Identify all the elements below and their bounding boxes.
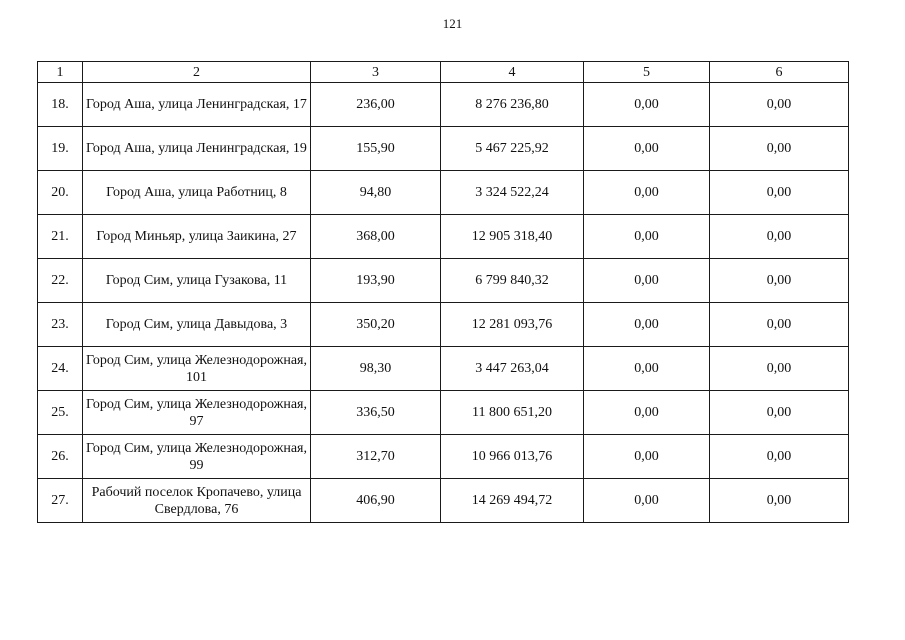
row-area: 312,70 bbox=[311, 435, 441, 479]
row-number: 25. bbox=[38, 391, 83, 435]
page-number: 121 bbox=[442, 16, 463, 31]
table-row bbox=[38, 259, 849, 303]
table-body bbox=[38, 83, 849, 523]
row-col5: 0,00 bbox=[584, 127, 710, 171]
row-area: 236,00 bbox=[311, 83, 441, 127]
row-area: 336,50 bbox=[311, 391, 441, 435]
table-row bbox=[38, 171, 849, 215]
header-col-4: 4 bbox=[441, 62, 584, 83]
row-number: 21. bbox=[38, 215, 83, 259]
header-row bbox=[38, 62, 849, 83]
row-col5: 0,00 bbox=[584, 215, 710, 259]
table-row bbox=[38, 215, 849, 259]
row-number: 24. bbox=[38, 347, 83, 391]
row-number: 18. bbox=[38, 83, 83, 127]
row-area: 98,30 bbox=[311, 347, 441, 391]
row-cost: 10 966 013,76 bbox=[441, 435, 584, 479]
table-row bbox=[38, 435, 849, 479]
row-address: Город Сим, улица Железнодорожная, 101 bbox=[83, 347, 311, 391]
row-cost: 3 324 522,24 bbox=[441, 171, 584, 215]
row-col5: 0,00 bbox=[584, 347, 710, 391]
row-col6: 0,00 bbox=[710, 479, 849, 523]
row-col6: 0,00 bbox=[710, 391, 849, 435]
row-col6: 0,00 bbox=[710, 171, 849, 215]
row-number: 20. bbox=[38, 171, 83, 215]
table-row bbox=[38, 303, 849, 347]
row-area: 350,20 bbox=[311, 303, 441, 347]
header-col-6: 6 bbox=[710, 62, 849, 83]
row-col6: 0,00 bbox=[710, 259, 849, 303]
row-area: 155,90 bbox=[311, 127, 441, 171]
header-col-2: 2 bbox=[83, 62, 311, 83]
data-table bbox=[37, 61, 849, 523]
row-cost: 11 800 651,20 bbox=[441, 391, 584, 435]
header-col-1: 1 bbox=[38, 62, 83, 83]
table-row bbox=[38, 347, 849, 391]
row-col6: 0,00 bbox=[710, 303, 849, 347]
row-col6: 0,00 bbox=[710, 347, 849, 391]
row-cost: 12 281 093,76 bbox=[441, 303, 584, 347]
row-cost: 6 799 840,32 bbox=[441, 259, 584, 303]
header-col-3: 3 bbox=[311, 62, 441, 83]
row-cost: 12 905 318,40 bbox=[441, 215, 584, 259]
row-address: Город Сим, улица Железнодорожная, 97 bbox=[83, 391, 311, 435]
row-cost: 3 447 263,04 bbox=[441, 347, 584, 391]
row-address: Город Миньяр, улица Заикина, 27 bbox=[83, 215, 311, 259]
row-address: Город Сим, улица Гузакова, 11 bbox=[83, 259, 311, 303]
row-col5: 0,00 bbox=[584, 83, 710, 127]
row-address: Рабочий поселок Кропачево, улица Свердлова, 76 bbox=[83, 479, 311, 523]
row-col5: 0,00 bbox=[584, 479, 710, 523]
row-col5: 0,00 bbox=[584, 435, 710, 479]
table-row bbox=[38, 391, 849, 435]
table-row bbox=[38, 127, 849, 171]
row-address: Город Сим, улица Железнодорожная, 99 bbox=[83, 435, 311, 479]
row-number: 19. bbox=[38, 127, 83, 171]
row-cost: 14 269 494,72 bbox=[441, 479, 584, 523]
row-area: 94,80 bbox=[311, 171, 441, 215]
row-col5: 0,00 bbox=[584, 391, 710, 435]
row-number: 22. bbox=[38, 259, 83, 303]
row-address: Город Сим, улица Давыдова, 3 bbox=[83, 303, 311, 347]
row-col5: 0,00 bbox=[584, 259, 710, 303]
row-area: 368,00 bbox=[311, 215, 441, 259]
row-col6: 0,00 bbox=[710, 83, 849, 127]
row-area: 406,90 bbox=[311, 479, 441, 523]
row-col6: 0,00 bbox=[710, 435, 849, 479]
row-address: Город Аша, улица Работниц, 8 bbox=[83, 171, 311, 215]
row-address: Город Аша, улица Ленинградская, 17 bbox=[83, 83, 311, 127]
row-number: 27. bbox=[38, 479, 83, 523]
row-col5: 0,00 bbox=[584, 171, 710, 215]
row-cost: 8 276 236,80 bbox=[441, 83, 584, 127]
row-address: Город Аша, улица Ленинградская, 19 bbox=[83, 127, 311, 171]
table-header bbox=[38, 62, 849, 83]
row-cost: 5 467 225,92 bbox=[441, 127, 584, 171]
row-area: 193,90 bbox=[311, 259, 441, 303]
row-col5: 0,00 bbox=[584, 303, 710, 347]
table-row bbox=[38, 83, 849, 127]
header-col-5: 5 bbox=[584, 62, 710, 83]
row-number: 26. bbox=[38, 435, 83, 479]
row-number: 23. bbox=[38, 303, 83, 347]
row-col6: 0,00 bbox=[710, 215, 849, 259]
row-col6: 0,00 bbox=[710, 127, 849, 171]
table-row bbox=[38, 479, 849, 523]
